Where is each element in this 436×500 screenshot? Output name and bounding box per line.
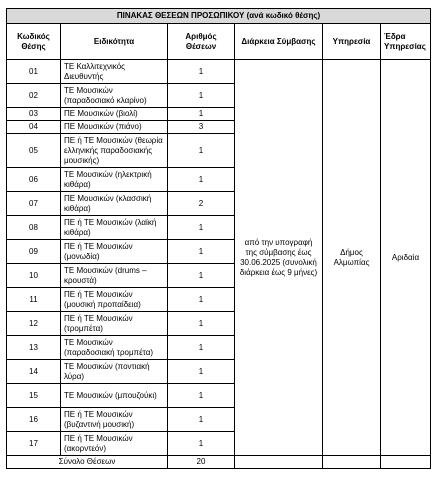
row-specialty: ΠΕ ή ΤΕ Μουσικών (θεωρία ελληνικής παραδοσιακής μουσικής) <box>61 134 168 168</box>
row-code: 17 <box>7 432 61 456</box>
row-code: 06 <box>7 168 61 192</box>
header-code: Κωδικός Θέσης <box>7 24 61 60</box>
row-count: 1 <box>168 288 235 312</box>
row-count: 1 <box>168 384 235 408</box>
row-count: 1 <box>168 108 235 121</box>
row-specialty: ΤΕ Μουσικών (παραδοσιακή τρομπέτα) <box>61 336 168 360</box>
row-count: 3 <box>168 121 235 134</box>
seat-cell: Αριδαία <box>381 60 431 456</box>
row-count: 1 <box>168 312 235 336</box>
row-count: 1 <box>168 216 235 240</box>
row-code: 01 <box>7 60 61 84</box>
row-code: 16 <box>7 408 61 432</box>
row-count: 1 <box>168 134 235 168</box>
row-specialty: ΠΕ ή ΤΕ Μουσικών (ακορντεόν) <box>61 432 168 456</box>
row-code: 11 <box>7 288 61 312</box>
positions-table <box>6 8 431 469</box>
row-count: 1 <box>168 240 235 264</box>
total-value: 20 <box>168 456 235 469</box>
table-title: ΠΙΝΑΚΑΣ ΘΕΣΕΩΝ ΠΡΟΣΩΠΙΚΟΥ (ανά κωδικό θέσης) <box>7 9 431 24</box>
row-code: 10 <box>7 264 61 288</box>
table-row <box>7 60 431 84</box>
row-count: 1 <box>168 168 235 192</box>
service-cell: Δήμος Αλμωπίας <box>323 60 381 456</box>
row-count: 1 <box>168 60 235 84</box>
header-service: Υπηρεσία <box>323 24 381 60</box>
header-specialty: Ειδικότητα <box>61 24 168 60</box>
row-code: 12 <box>7 312 61 336</box>
row-code: 15 <box>7 384 61 408</box>
row-code: 07 <box>7 192 61 216</box>
header-duration: Διάρκεια Σύμβασης <box>235 24 323 60</box>
duration-cell: από την υπογραφή της σύμβασης έως 30.06.2025 (συνολική διάρκεια έως 9 μήνες) <box>235 60 323 456</box>
row-count: 1 <box>168 408 235 432</box>
total-row <box>7 456 431 469</box>
header-seat: Έδρα Υπηρεσίας <box>381 24 431 60</box>
total-empty-cell <box>381 456 431 469</box>
row-count: 1 <box>168 264 235 288</box>
row-count: 1 <box>168 336 235 360</box>
row-code: 02 <box>7 84 61 108</box>
row-specialty: ΤΕ Μουσικών (drums – κρουστά) <box>61 264 168 288</box>
total-empty-cell <box>235 456 323 469</box>
row-count: 2 <box>168 192 235 216</box>
row-code: 05 <box>7 134 61 168</box>
row-count: 1 <box>168 432 235 456</box>
row-code: 03 <box>7 108 61 121</box>
row-code: 08 <box>7 216 61 240</box>
row-specialty: ΠΕ ή ΤΕ Μουσικών (λαϊκή κιθάρα) <box>61 216 168 240</box>
row-specialty: ΤΕ Μουσικών (παραδοσιακό κλαρίνο) <box>61 84 168 108</box>
row-specialty: ΠΕ Μουσικών (βιολί) <box>61 108 168 121</box>
row-code: 04 <box>7 121 61 134</box>
row-specialty: ΤΕ Μουσικών (ηλεκτρική κιθάρα) <box>61 168 168 192</box>
row-specialty: ΠΕ ή ΤΕ Μουσικών (μουσική προπαίδεια) <box>61 288 168 312</box>
row-code: 14 <box>7 360 61 384</box>
row-specialty: ΠΕ ή ΤΕ Μουσικών (βυζαντινή μουσική) <box>61 408 168 432</box>
total-label: Σύνολο Θέσεων <box>7 456 168 469</box>
row-specialty: ΤΕ Καλλιτεχνικός Διευθυντής <box>61 60 168 84</box>
total-empty-cell <box>323 456 381 469</box>
row-specialty: ΠΕ Μουσικών (πιάνο) <box>61 121 168 134</box>
row-specialty: ΠΕ Μουσικών (κλασσική κιθάρα) <box>61 192 168 216</box>
header-positions: Αριθμός Θέσεων <box>168 24 235 60</box>
row-code: 09 <box>7 240 61 264</box>
row-count: 1 <box>168 360 235 384</box>
row-specialty: ΤΕ Μουσικών (μπουζούκι) <box>61 384 168 408</box>
row-specialty: ΠΕ ή ΤΕ Μουσικών (τρομπέτα) <box>61 312 168 336</box>
row-specialty: ΠΕ ή ΤΕ Μουσικών (μονωδία) <box>61 240 168 264</box>
row-count: 1 <box>168 84 235 108</box>
row-specialty: ΤΕ Μουσικών (ποντιακή λύρα) <box>61 360 168 384</box>
row-code: 13 <box>7 336 61 360</box>
